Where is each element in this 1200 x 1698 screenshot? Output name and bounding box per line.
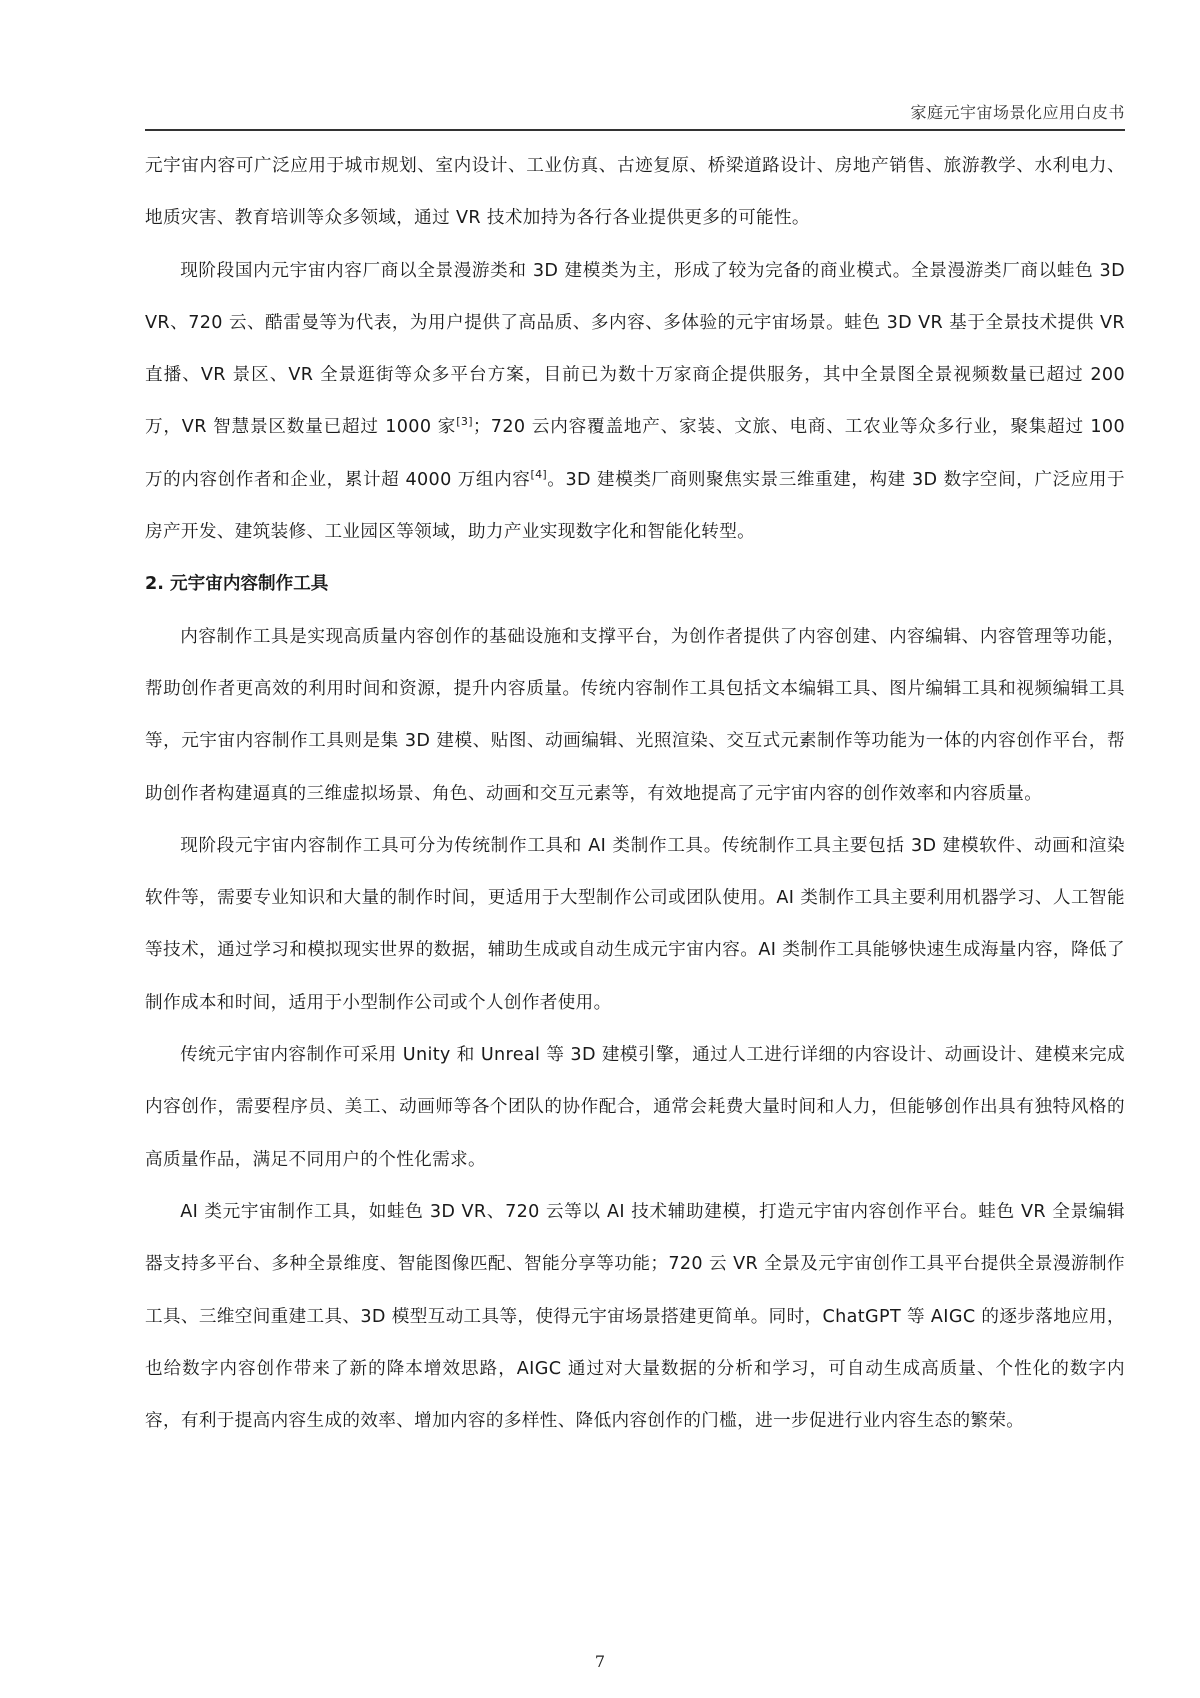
page-header xyxy=(145,96,1125,131)
paragraph-text: ；720 云内容覆盖地产、家装、文旅、电商、工农业等众多行业，聚集超过 100 万的内容创作者和企业，累计超 4000 万组内容 xyxy=(145,417,1125,490)
paragraph-ai-tools: AI 类元宇宙制作工具，如蛙色 3D VR、720 云等以 AI 技术辅助建模，打造元宇宙内容创作平台。蛙色 VR 全景编辑器支持多平台、多种全景维度、智能图像匹配、智能分享等功能；720 云 VR 全景及元宇宙创作工具平台提供全景漫游制作工具、三维空间重建工具、3D 模型互动工具等，使得元宇宙场景搭建更简单。同时，ChatGPT 等 AIGC 的逐步落地应用，也给数字内容创作带来了新的降本增效思路，AIGC 通过对大量数据的分析和学习，可自动生成高质量、个性化的数字内容，有利于提高内容生成的效率、增加内容的多样性、降低内容创作的门槛，进一步促进行业内容生态的繁荣。 xyxy=(145,1201,1125,1432)
paragraph-tool-categories: 现阶段元宇宙内容制作工具可分为传统制作工具和 AI 类制作工具。传统制作工具主要包括 3D 建模软件、动画和渲染软件等，需要专业知识和大量的制作时间，更适用于大型制作公司或团队使用。AI 类制作工具主要利用机器学习、人工智能等技术，通过学习和模拟现实世界的数据，辅助生成或自动生成元宇宙内容。AI 类制作工具能够快速生成海量内容，降低了制作成本和时间，适用于小型制作公司或个人创作者使用。 xyxy=(145,835,1125,1013)
section-heading: 2. 元宇宙内容制作工具 xyxy=(145,574,329,595)
citation-ref-3[interactable]: [3] xyxy=(456,415,473,429)
page-body xyxy=(145,140,1125,1447)
paragraph-content-vendors xyxy=(145,245,1125,559)
citation-ref-4[interactable]: [4] xyxy=(530,467,548,481)
document-title: 家庭元宇宙场景化应用白皮书 xyxy=(910,103,1125,122)
page-number: 7 xyxy=(594,1652,606,1671)
paragraph-text: 。3D 建模类厂商则聚焦实景三维重建，构建 3D 数字空间，广泛应用于房产开发、建筑装修、工业园区等领域，助力产业实现数字化和智能化转型。 xyxy=(145,469,1125,543)
paragraph-content-tools-intro: 内容制作工具是实现高质量内容创作的基础设施和支撑平台，为创作者提供了内容创建、内容编辑、内容管理等功能，帮助创作者更高效的利用时间和资源，提升内容质量。传统内容制作工具包括文本编辑工具、图片编辑工具和视频编辑工具等，元宇宙内容制作工具则是集 3D 建模、贴图、动画编辑、光照渲染、交互式元素制作等功能为一体的内容创作平台，帮助创作者构建逼真的三维虚拟场景、角色、动画和交互元素等，有效地提高了元宇宙内容的创作效率和内容质量。 xyxy=(145,626,1125,804)
paragraph-text: 现阶段国内元宇宙内容厂商以全景漫游类和 3D 建模类为主，形成了较为完备的商业模式。全景漫游类厂商以蛙色 3D VR、720 云、酷雷曼等为代表，为用户提供了高品质、多内容、多体验的元宇宙场景。蛙色 3D VR 基于全景技术提供 VR 直播、VR 景区、VR 全景逛街等众多平台方案，目前已为数十万家商企提供服务，其中全景图全景视频数量已超过 200 万，VR 智慧景区数量已超过 1000 家 xyxy=(145,260,1125,438)
paragraph-application-fields: 元宇宙内容可广泛应用于城市规划、室内设计、工业仿真、古迹复原、桥梁道路设计、房地产销售、旅游教学、水利电力、地质灾害、教育培训等众多领域，通过 VR 技术加持为各行各业提供更多的可能性。 xyxy=(145,156,1125,229)
paragraph-traditional-tools: 传统元宇宙内容制作可采用 Unity 和 Unreal 等 3D 建模引擎，通过人工进行详细的内容设计、动画设计、建模来完成内容创作，需要程序员、美工、动画师等各个团队的协作配合，通常会耗费大量时间和人力，但能够创作出具有独特风格的高质量作品，满足不同用户的个性化需求。 xyxy=(145,1045,1125,1170)
